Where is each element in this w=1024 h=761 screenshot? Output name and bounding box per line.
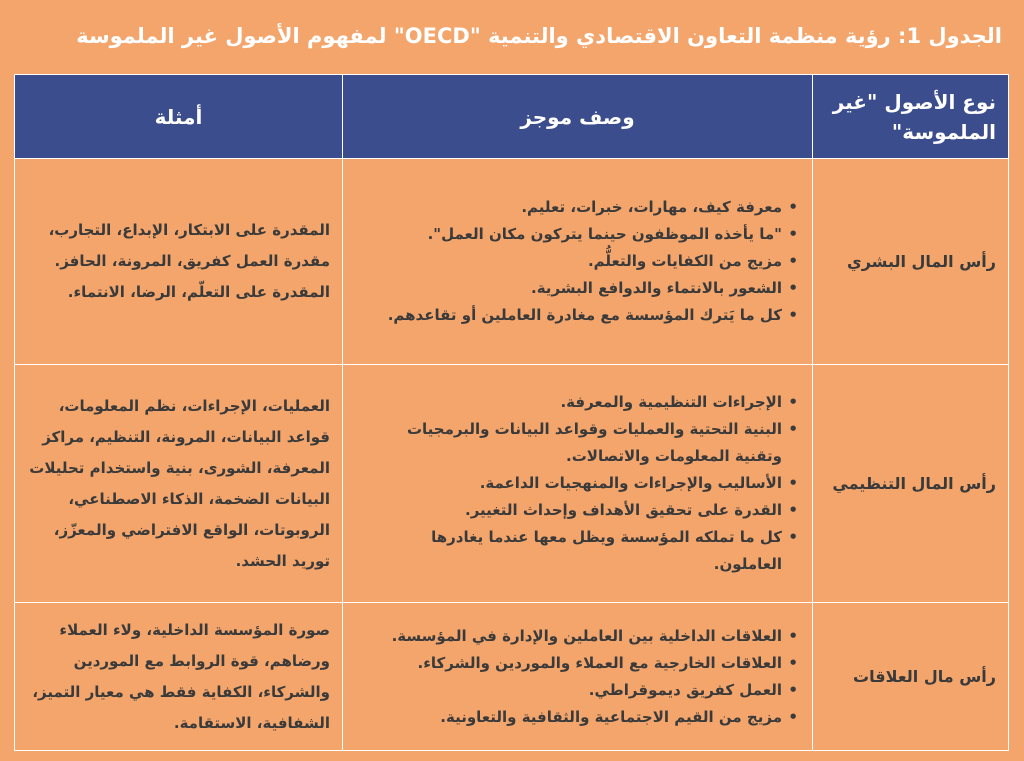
cell-examples: المقدرة على الابتكار، الإبداع، التجارب، مقدرة العمل كفريق، المرونة، الحافز. المقدرة على التعلّم، الرضا، الانتماء. xyxy=(15,159,343,365)
header-type: نوع الأصول "غير الملموسة" xyxy=(813,75,1009,159)
header-description: وصف موجز xyxy=(343,75,813,159)
list-item: • الشعور بالانتماء والدوافع البشرية. xyxy=(359,275,800,302)
list-item: • البنية التحتية والعمليات وقواعد البيانات والبرمجيات وتقنية المعلومات والاتصالات. xyxy=(359,416,800,470)
cell-examples: صورة المؤسسة الداخلية، ولاء العملاء ورضاهم، قوة الروابط مع الموردين والشركاء، الكفاية فقط هي معيار التميز، الشفافية، الاستقامة. xyxy=(15,603,343,751)
list-item: • معرفة كيف، مهارات، خبرات، تعليم. xyxy=(359,194,800,221)
list-item: • القدرة على تحقيق الأهداف وإحداث التغيير. xyxy=(359,497,800,524)
list-item: • الإجراءات التنظيمية والمعرفة. xyxy=(359,389,800,416)
list-item: • الأساليب والإجراءات والمنهجيات الداعمة. xyxy=(359,470,800,497)
cell-type: رأس مال العلاقات xyxy=(813,603,1009,751)
table-row-human-capital xyxy=(15,159,1009,365)
list-item: • كل ما يَترك المؤسسة مع مغادرة العاملين أو تقاعدهم. xyxy=(359,302,800,329)
cell-examples: العمليات، الإجراءات، نظم المعلومات، قواعد البيانات، المرونة، التنظيم، مراكز المعرفة، الشورى، بنية واستخدام تحليلات البيانات الضخمة، الذكاء الاصطناعي، الروبوتات، الواقع الافتراضي والمعزّز، توريد الحشد. xyxy=(15,365,343,603)
cell-description xyxy=(343,159,813,365)
intangible-assets-table xyxy=(14,74,1009,751)
cell-description xyxy=(343,365,813,603)
list-item: • "ما يأخذه الموظفون حينما يتركون مكان العمل". xyxy=(359,221,800,248)
list-item: • العلاقات الخارجية مع العملاء والموردين والشركاء. xyxy=(359,650,800,677)
table-title: الجدول 1: رؤية منظمة التعاون الاقتصادي والتنمية "OECD" لمفهوم الأصول غير الملموسة xyxy=(76,24,1002,48)
list-item: • العمل كفريق ديموقراطي. xyxy=(359,677,800,704)
table-row-organizational-capital xyxy=(15,365,1009,603)
cell-type: رأس المال التنظيمي xyxy=(813,365,1009,603)
cell-type: رأس المال البشري xyxy=(813,159,1009,365)
table-row-relational-capital xyxy=(15,603,1009,751)
header-row xyxy=(15,75,1009,159)
description-list xyxy=(359,389,800,578)
description-list xyxy=(359,194,800,329)
cell-description xyxy=(343,603,813,751)
list-item: • العلاقات الداخلية بين العاملين والإدارة في المؤسسة. xyxy=(359,623,800,650)
description-list xyxy=(359,623,800,731)
list-item: • مزيج من القيم الاجتماعية والثقافية والتعاونية. xyxy=(359,704,800,731)
list-item: • مزيج من الكفايات والتعلُّم. xyxy=(359,248,800,275)
list-item: • كل ما تملكه المؤسسة ويظل معها عندما يغادرها العاملون. xyxy=(359,524,800,578)
header-examples: أمثلة xyxy=(15,75,343,159)
